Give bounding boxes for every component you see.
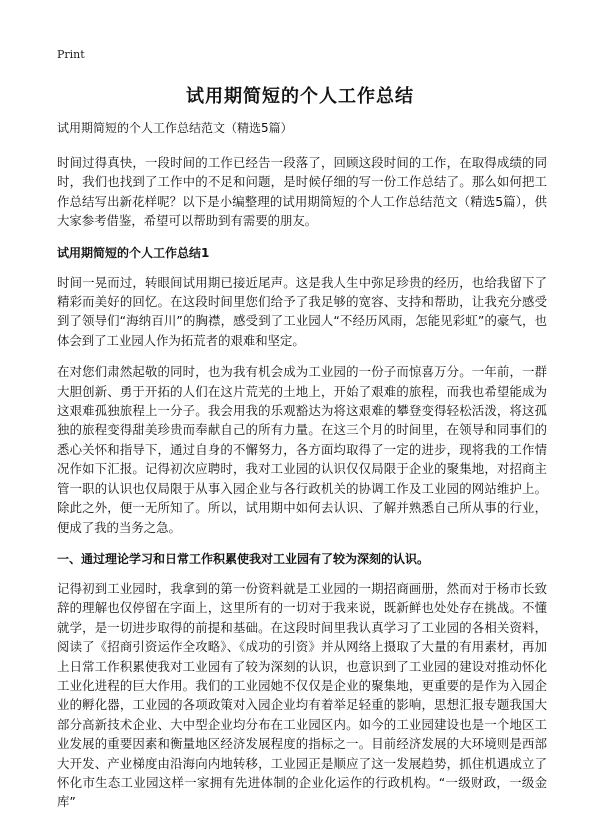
section-1-heading: 试用期简短的个人工作总结1 [57, 245, 210, 260]
document-body [57, 120, 547, 824]
section-1-paragraph-1: 时间一晃而过，转眼间试用期已接近尾声。这是我人生中弥足珍贵的经历，也给我留下了精彩而美好的回忆。在这段时间里您们给予了我足够的宽容、支持和帮助，让我充分感受到了领导们“海纳百川”的胸襟，感受到了工业园人“不经历风雨，怎能见彩虹”的豪气，也体会到了工业园人作为拓荒者的艰难和坚定。 [57, 274, 547, 348]
document-subtitle: 试用期简短的个人工作总结范文（精选5篇） [57, 121, 293, 135]
section-2-heading: 一、通过理论学习和日常工作积累使我对工业园有了较为深刻的认识。 [57, 551, 430, 566]
intro-paragraph: 时间过得真快，一段时间的工作已经告一段落了，回顾这段时间的工作，在取得成绩的同时，我们也找到了工作中的不足和问题，是时候仔细的写一份工作总结了。那么如何把工作总结写出新花样呢？以下是小编整理的试用期简短的个人工作总结范文（精选5篇），供大家参考借鉴，希望可以帮助到有需要的朋友。 [57, 155, 547, 229]
section-2-paragraph-1: 记得初到工业园时，我拿到的第一份资料就是工业园的一期招商画册，然而对于杨市长致辞的理解也仅停留在字面上，这里所有的一切对于我来说，既新鲜也处处存在挑战。不懂就学，是一切进步取得的前提和基础。在这段时间里我认真学习了工业园的各相关资料，阅读了《招商引资运作全攻略》、《成功的引资》并从网络上摄取了大量的有用素材，再加上日常工作积累使我对工业园有了较为深刻的认识，也意识到了工业园的建设对推动怀化工业化进程的巨大作用。我们的工业园她不仅仅是企业的聚集地，更重要的是作为入园企业的孵化器，工业园的各项政策对入园企业均有着举足轻重的影响，思想汇报专题我国大部分高新技术企业、大中型企业均分布在工业园区内。如今的工业园建设也是一个地区工业发展的重要因素和衡量地区经济发展程度的指标之一。目前经济发展的大环境则是西部大开发、产业梯度由沿海向内地转移，工业园正是顺应了这一发展趋势，抓住机遇成立了怀化市生态工业园这样一家拥有先进体制的企业化运作的行政机构。“一级财政，一级金库” [57, 580, 547, 810]
section-1-paragraph-2: 在对您们肃然起敬的同时，也为我有机会成为工业园的一份子而惊喜万分。一年前，一群大胆创新、勇于开拓的人们在这片荒芜的土地上，开始了艰难的旅程，而我也希望能成为这艰难孤独旅程上一分子。我会用我的乐观豁达为将这艰难的攀登变得轻松活泼，将这孤独的旅程变得甜美珍贵而奉献自己的所有力量。在这三个月的时间里，在领导和同事们的悉心关怀和指导下，通过自身的不懈努力，各方面均取得了一定的进步，现将我的工作情况作如下汇报。记得初次应聘时，我对工业园的认识仅仅局限于企业的聚集地，对招商主管一职的认识也仅局限于从事入园企业与各行政机关的协调工作及工业园的网站维护上。除此之外，便一无所知了。所以，试用期中如何去认识、了解并熟悉自己所从事的行业，便成了我的当务之急。 [57, 364, 547, 535]
print-link[interactable]: Print [57, 48, 85, 61]
document-title: 试用期简短的个人工作总结 [186, 86, 414, 107]
